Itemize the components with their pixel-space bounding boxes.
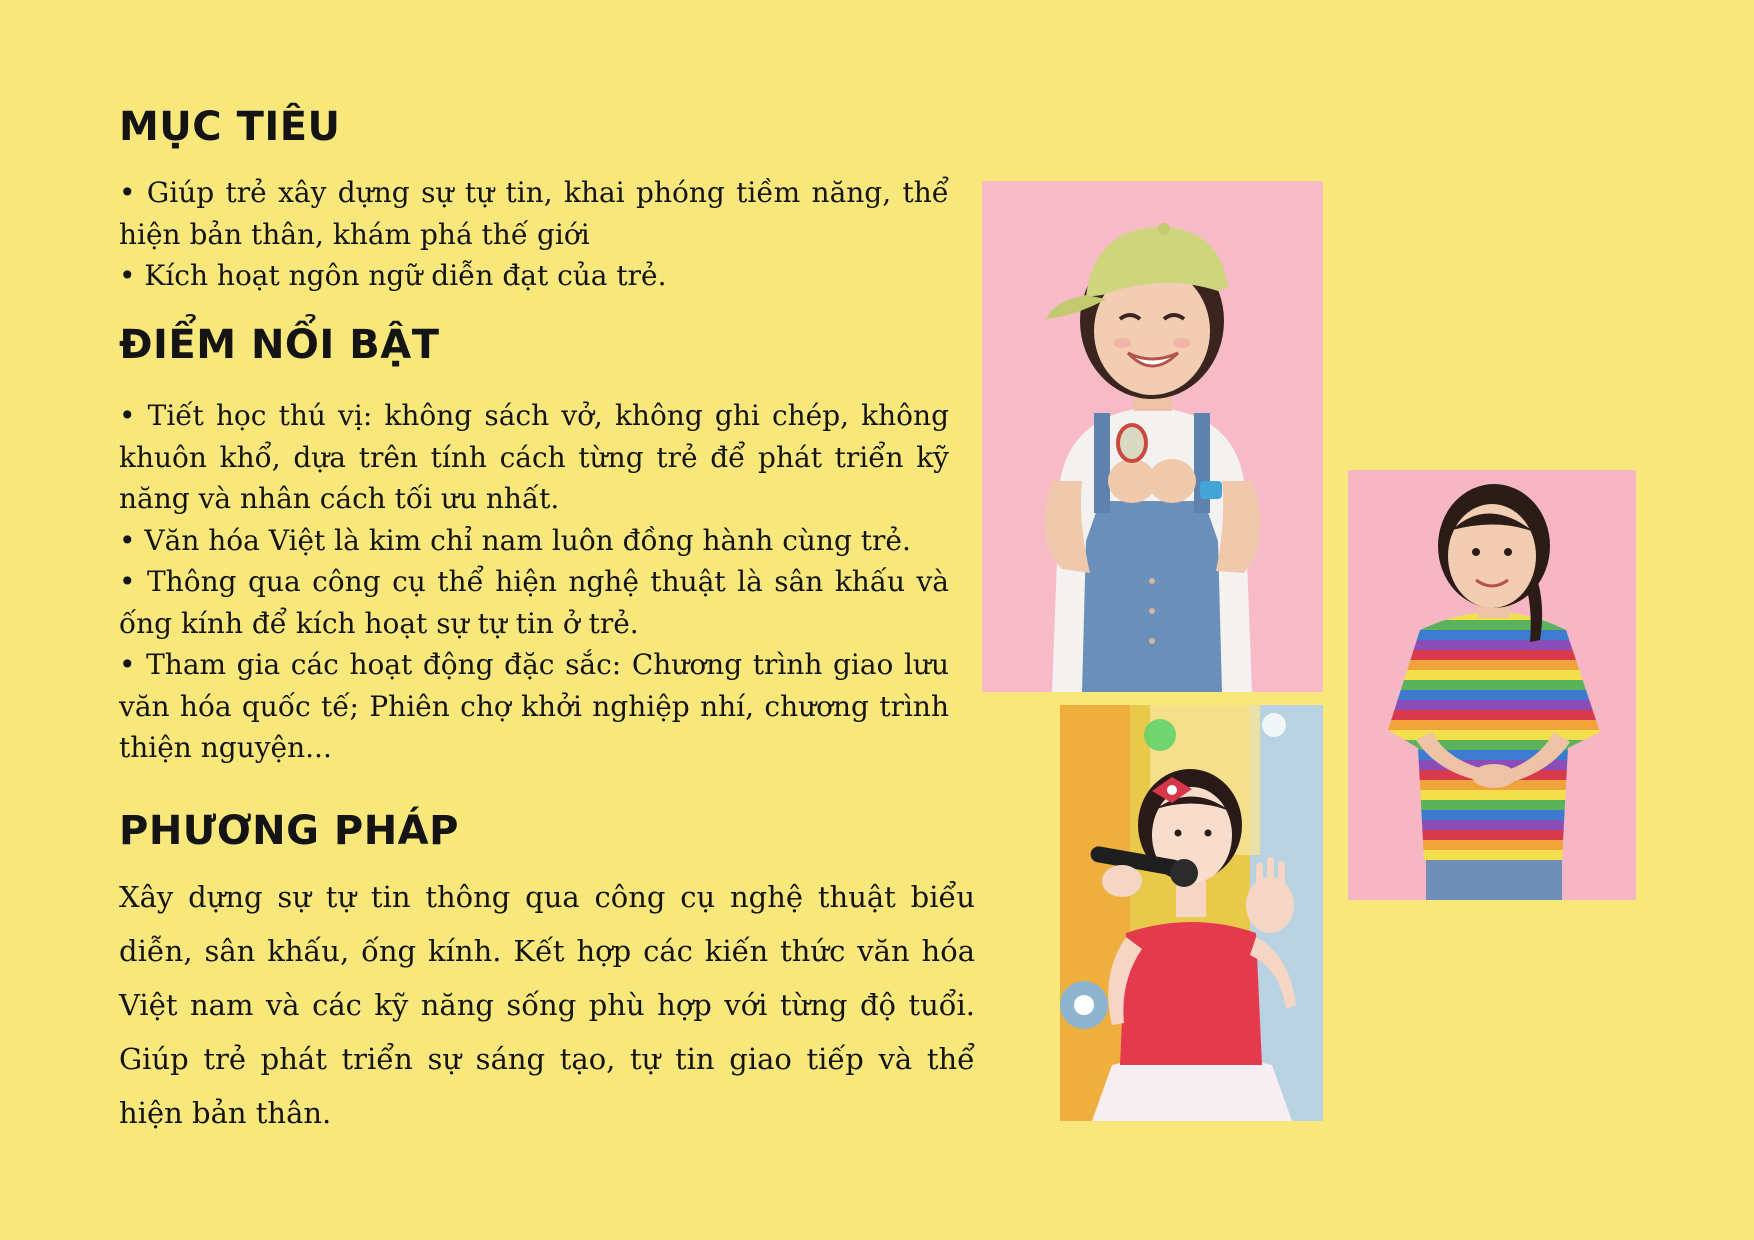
goals-bullet: • Kích hoạt ngôn ngữ diễn đạt của trẻ. [119, 255, 949, 297]
photo-girl-with-cap [982, 181, 1323, 692]
method-heading: PHƯƠNG PHÁP [119, 808, 459, 854]
highlights-heading: ĐIỂM NỔI BẬT [119, 322, 440, 368]
highlights-list [119, 395, 949, 769]
photo-girl-singing [1060, 705, 1323, 1121]
highlights-bullet: • Thông qua công cụ thể hiện nghệ thuật là sân khấu và ống kính để kích hoạt sự tự tin ở trẻ. [119, 561, 949, 644]
method-paragraph: Xây dựng sự tự tin thông qua công cụ nghệ thuật biểu diễn, sân khấu, ống kính. Kết hợp các kiến thức văn hóa Việt nam và các kỹ năng sống phù hợp với từng độ tuổi. Giúp trẻ phát triển sự sáng tạo, tự tin giao tiếp và thể hiện bản thân. [119, 880, 975, 1130]
photo-girl-with-cap-illustration [982, 181, 1323, 692]
highlights-bullet: • Văn hóa Việt là kim chỉ nam luôn đồng hành cùng trẻ. [119, 520, 949, 562]
goals-heading: MỤC TIÊU [119, 104, 341, 150]
highlights-bullet: • Tiết học thú vị: không sách vở, không ghi chép, không khuôn khổ, dựa trên tính cách từng trẻ để phát triển kỹ năng và nhân cách tối ưu nhất. [119, 395, 949, 520]
photo-girl-striped-shirt-illustration [1348, 470, 1636, 900]
goals-bullet: • Giúp trẻ xây dựng sự tự tin, khai phóng tiềm năng, thể hiện bản thân, khám phá thế giới [119, 172, 949, 255]
highlights-bullet: • Tham gia các hoạt động đặc sắc: Chương trình giao lưu văn hóa quốc tế; Phiên chợ khởi nghiệp nhí, chương trình thiện nguyện... [119, 644, 949, 769]
photo-girl-singing-illustration [1060, 705, 1323, 1121]
goals-list [119, 172, 949, 297]
photo-girl-striped-shirt [1348, 470, 1636, 900]
